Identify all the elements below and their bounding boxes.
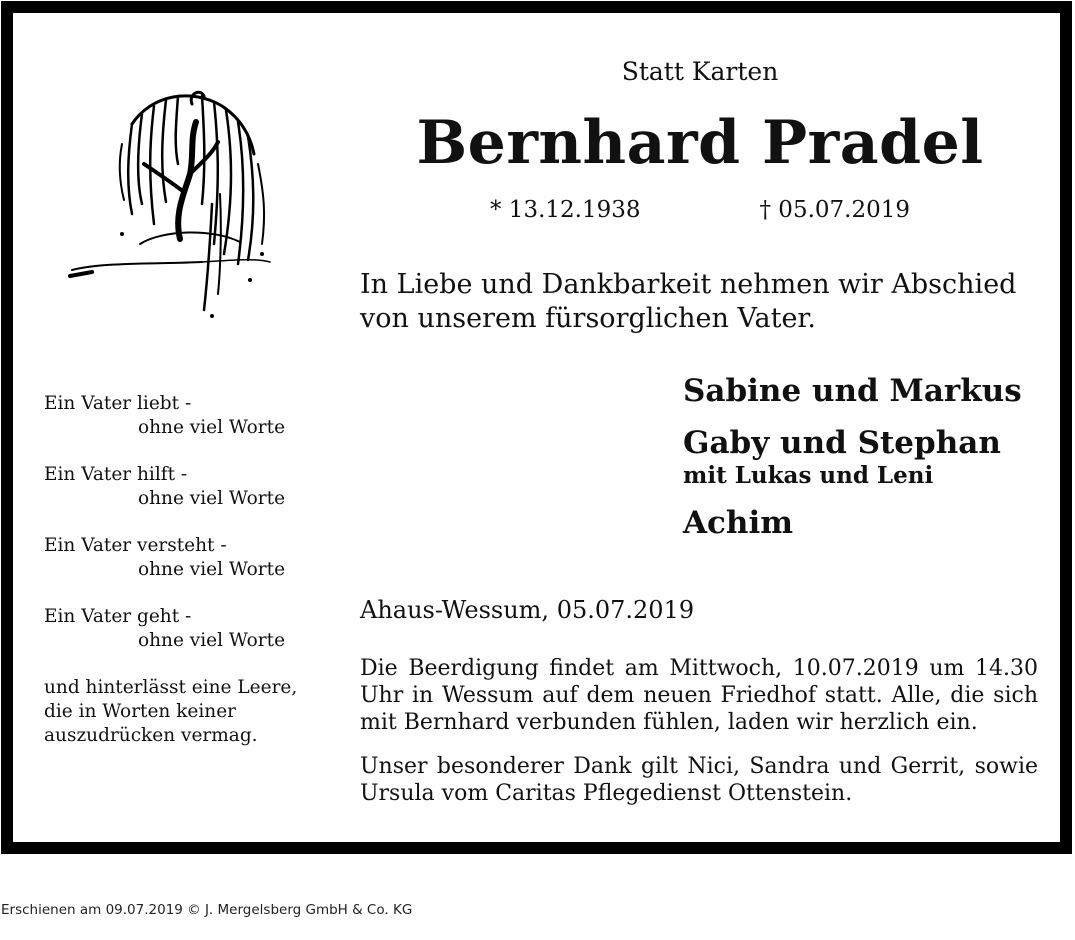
publication-credit: Erschienen am 09.07.2019 © J. Mergelsberg GmbH & Co. KG — [1, 902, 413, 918]
poem-stanza — [44, 392, 344, 440]
intro-text — [360, 268, 1038, 336]
poem-line: Ein Vater versteht - — [44, 535, 227, 556]
deceased-name: Bernhard Pradel — [416, 108, 984, 178]
mourner-3: Achim — [683, 505, 794, 541]
header-text: Statt Karten — [621, 57, 779, 86]
poem-stanza — [44, 676, 344, 748]
birth-date: * 13.12.1938 — [490, 197, 641, 223]
life-dates — [490, 197, 910, 223]
poem — [44, 392, 344, 771]
funeral-paragraph: Die Beerdigung findet am Mittwoch, 10.07.2019 um 14.30 Uhr in Wessum auf dem neuen Friedhof statt. Alle, die sich mit Bernhard verbunden fühlen, laden wir herzlich ein. — [360, 656, 1038, 735]
thanks-paragraph: Unser besonderer Dank gilt Nici, Sandra und Gerrit, sowie Ursula vom Caritas Pflegedienst Ottenstein. — [360, 754, 1038, 806]
poem-stanza — [44, 463, 344, 511]
intro-line-2: von unserem fürsorglichen Vater. — [360, 303, 816, 334]
mourner-2: Gaby und Stephan — [683, 425, 1001, 461]
poem-line: ohne viel Worte — [138, 630, 286, 651]
intro-line-1: In Liebe und Dankbarkeit nehmen wir Abschied — [360, 269, 1017, 300]
mourner-1: Sabine und Markus — [683, 373, 1022, 409]
poem-line: ohne viel Worte — [138, 559, 286, 580]
poem-stanza — [44, 605, 344, 653]
weeping-willow-icon — [62, 84, 280, 320]
poem-line: und hinterlässt eine Leere, — [44, 677, 298, 698]
mourner-2-sub: mit Lukas und Leni — [683, 462, 934, 489]
poem-line: Ein Vater hilft - — [44, 464, 188, 485]
place-date: Ahaus-Wessum, 05.07.2019 — [360, 596, 695, 624]
poem-line: Ein Vater geht - — [44, 606, 192, 627]
poem-line: ohne viel Worte — [138, 488, 286, 509]
poem-line: die in Worten keiner — [44, 701, 237, 722]
poem-line: ohne viel Worte — [138, 417, 286, 438]
poem-line: Ein Vater liebt - — [44, 393, 192, 414]
mourners-list — [683, 372, 1043, 542]
death-date: † 05.07.2019 — [759, 197, 910, 223]
poem-line: auszudrücken vermag. — [44, 725, 258, 746]
poem-stanza — [44, 534, 344, 582]
